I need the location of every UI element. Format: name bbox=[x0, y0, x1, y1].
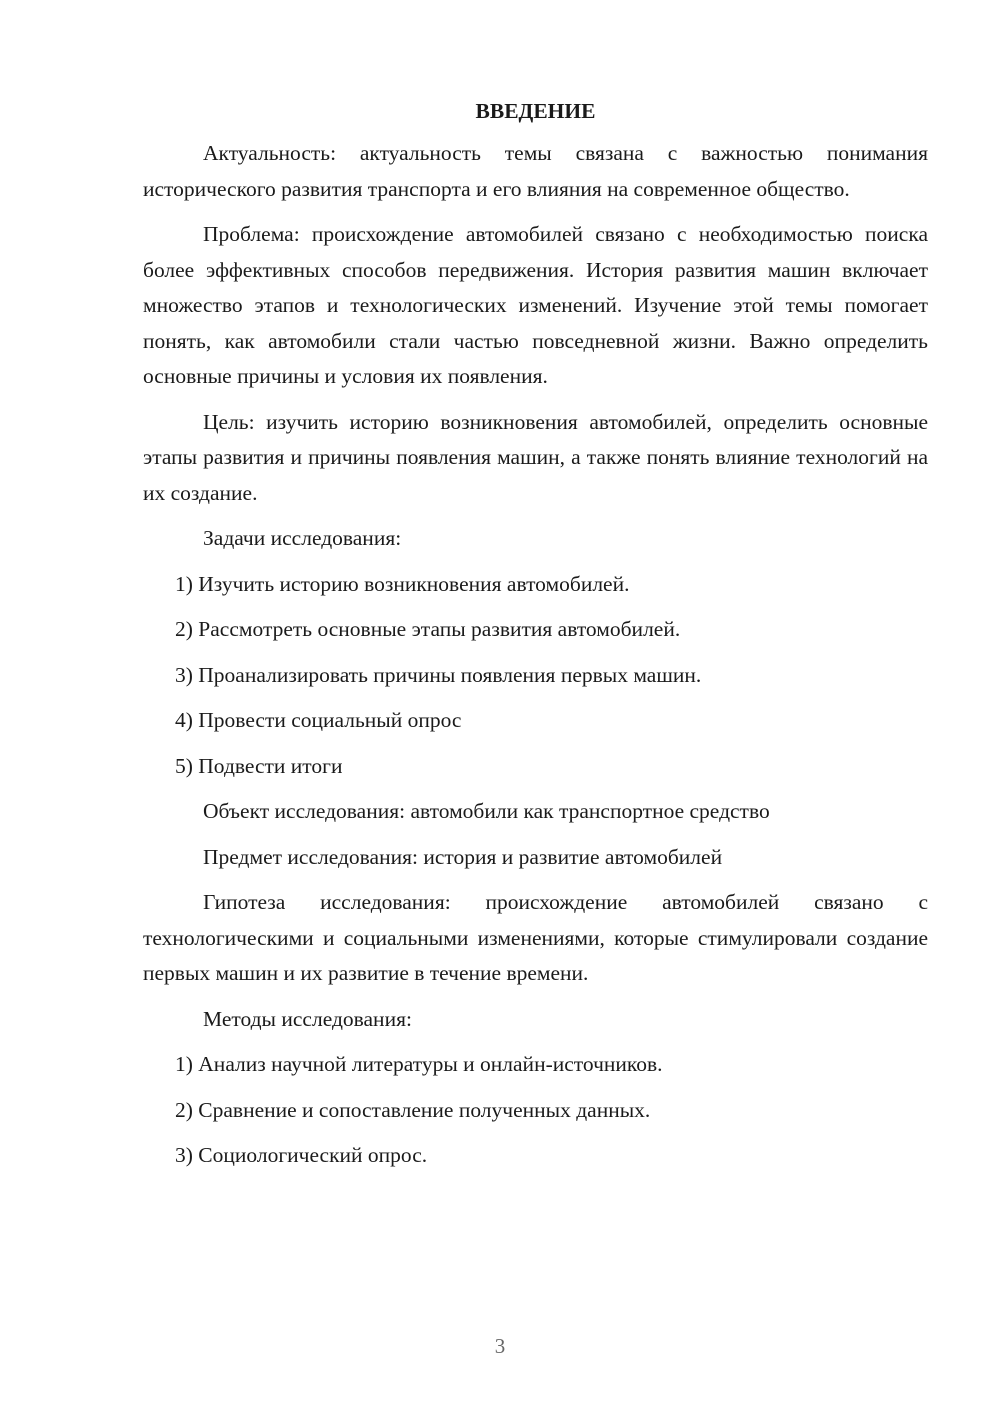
list-item: 1) Изучить историю возникновения автомобилей. bbox=[175, 571, 630, 596]
list-item: 3) Социологический опрос. bbox=[175, 1143, 428, 1167]
subject-line: Предмет исследования: история и развитие автомобилей bbox=[203, 844, 723, 869]
page-number: 3 bbox=[494, 1334, 506, 1358]
tasks-list bbox=[143, 567, 928, 785]
list-item: 3) Проанализировать причины появления первых машин. bbox=[175, 662, 702, 687]
list-item: 4) Провести социальный опрос bbox=[175, 708, 462, 732]
list-item: 2) Рассмотреть основные этапы развития автомобилей. bbox=[175, 617, 681, 641]
hypothesis-paragraph: Гипотеза исследования: происхождение автомобилей связано с технологическими и социальными изменениями, которые стимулировали создание первых машин и их развитие в течение времени. bbox=[143, 890, 928, 985]
section-title: ВВЕДЕНИЕ bbox=[475, 99, 596, 123]
object-line: Объект исследования: автомобили как транспортное средство bbox=[203, 799, 770, 823]
list-item: 2) Сравнение и сопоставление полученных данных. bbox=[175, 1097, 651, 1122]
relevance-paragraph: Актуальность: актуальность темы связана с важностью понимания исторического развития транспорта и его влияния на современное общество. bbox=[143, 141, 928, 201]
document-page bbox=[143, 96, 928, 1184]
methods-heading: Методы исследования: bbox=[203, 1006, 412, 1031]
problem-paragraph: Проблема: происхождение автомобилей связано с необходимостью поиска более эффективных способов передвижения. История развития машин включает множество этапов и технологических изменений. Изучение этой темы помогает понять, как автомобили стали частью повседневной жизни. Важно определить основные причины и условия их появления. bbox=[143, 222, 928, 388]
tasks-heading: Задачи исследования: bbox=[203, 526, 402, 550]
methods-list bbox=[143, 1047, 928, 1174]
goal-paragraph: Цель: изучить историю возникновения автомобилей, определить основные этапы развития и причины появления машин, а также понять влияние технологий на их создание. bbox=[143, 409, 928, 505]
list-item: 1) Анализ научной литературы и онлайн-источников. bbox=[175, 1052, 663, 1076]
list-item: 5) Подвести итоги bbox=[175, 753, 343, 778]
